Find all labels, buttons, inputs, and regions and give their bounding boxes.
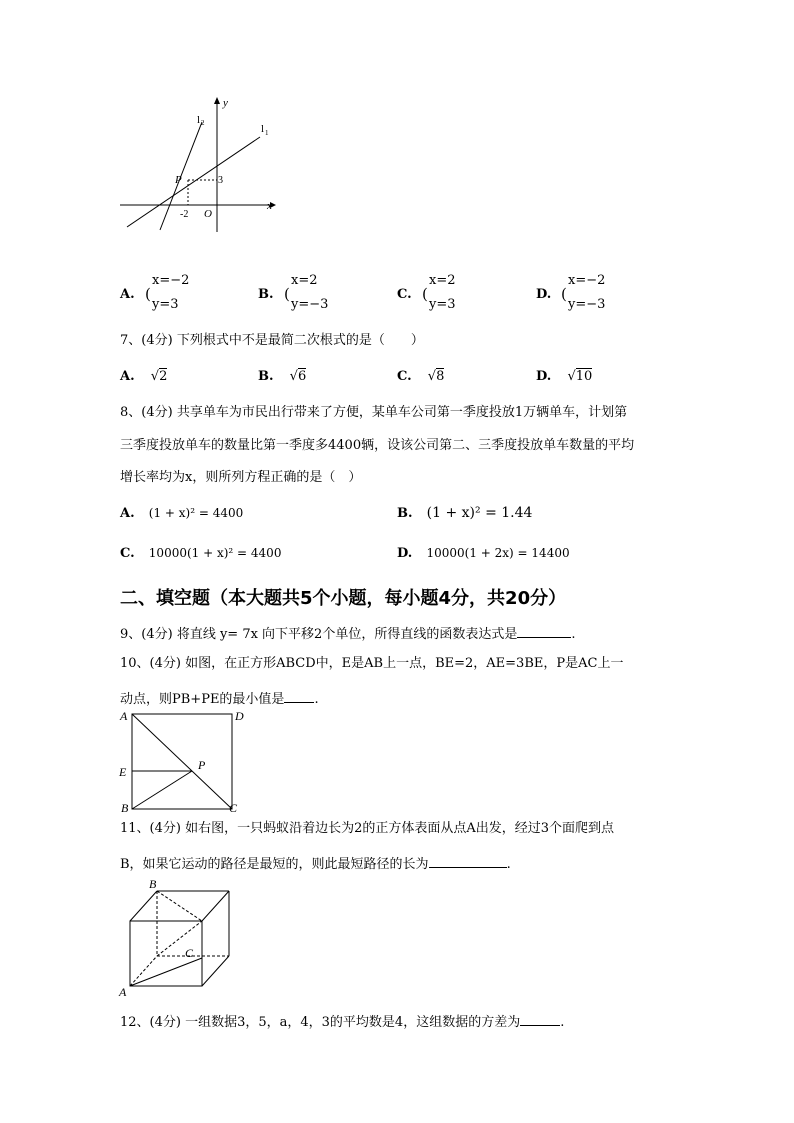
cube-edge	[202, 956, 229, 986]
cube-edge	[130, 891, 157, 921]
brace-icon: (	[284, 285, 290, 303]
brace-icon: (	[561, 285, 567, 303]
label-A: A	[119, 985, 127, 999]
answer-blank[interactable]	[520, 1012, 560, 1026]
label-l2: l	[197, 114, 201, 126]
sqrt-icon: √	[289, 369, 298, 384]
cube-hidden-edge	[130, 956, 157, 986]
system-bottom: y=3	[429, 297, 456, 312]
q8-line-2: 三季度投放单车的数量比第一季度多4400辆，设该公司第二、三季度投放单车数量的平均	[120, 438, 635, 453]
label-C: C	[229, 801, 238, 815]
radicand: 8	[436, 369, 445, 384]
q11-line-1: 11、(4分) 如右图，一只蚂蚁沿着边长为2的正方体表面从点A出发，经过3个面爬到点	[120, 821, 615, 836]
ant-path-back	[157, 921, 202, 956]
q11-stem: B，如果它运动的路径是最短的，则此最短路径的长为	[120, 857, 429, 872]
q9-text	[120, 624, 575, 643]
q8-option-c[interactable]	[120, 545, 281, 562]
q12-end: .	[560, 1015, 565, 1030]
q7-option-b[interactable]	[258, 369, 306, 385]
label-O: O	[204, 208, 212, 220]
ant-path-front	[130, 958, 202, 986]
q8-line-3: 增长率均为x，则所列方程正确的是（ ）	[120, 470, 362, 485]
line-l1	[127, 137, 260, 227]
label-l1-sub: 1	[265, 129, 269, 137]
answer-blank[interactable]	[429, 854, 507, 868]
q7-option-d[interactable]	[536, 369, 592, 385]
option-expr: (1 + x)² = 4400	[148, 506, 244, 520]
option-letter: C.	[397, 287, 412, 302]
label-A: A	[120, 709, 128, 723]
q8-option-d[interactable]	[397, 545, 570, 562]
system-top: x=2	[429, 273, 456, 288]
option-letter: C.	[120, 546, 135, 561]
q12-stem: 12、(4分) 一组数据3，5，a，4，3的平均数是4，这组数据的方差为	[120, 1015, 521, 1030]
option-letter: D.	[536, 287, 552, 302]
option-letter: B.	[258, 369, 274, 384]
q9-stem: 9、(4分) 将直线 y= 7x 向下平移2个单位，所得直线的函数表达式是	[120, 627, 518, 642]
q7-option-c[interactable]	[397, 369, 444, 385]
sqrt-icon: √	[427, 369, 437, 384]
sqrt-icon: √	[150, 369, 160, 384]
answer-blank[interactable]	[517, 624, 571, 638]
label-E: E	[119, 765, 127, 779]
label-D: D	[235, 709, 244, 723]
label-3: 3	[218, 175, 223, 186]
label-P: P	[175, 174, 182, 186]
system-top: x=2	[291, 273, 318, 288]
radicand: 6	[297, 369, 307, 384]
cube-edge	[202, 891, 229, 921]
system-bottom: y=−3	[291, 297, 329, 312]
label-x: x	[267, 200, 272, 212]
section-title: 二、填空题（本大题共5个小题，每小题4分，共20分）	[120, 588, 567, 609]
brace-icon: (	[145, 285, 151, 303]
option-expr: (1 + x)² = 1.44	[426, 505, 533, 521]
option-letter: B.	[397, 506, 413, 521]
q9-end: .	[571, 627, 576, 642]
brace-icon: (	[422, 285, 428, 303]
q11-end: .	[506, 857, 511, 872]
option-letter: A.	[120, 506, 135, 521]
q8-option-a[interactable]	[120, 505, 243, 522]
label-B: B	[121, 801, 129, 815]
label-C: C	[185, 946, 194, 960]
option-letter: D.	[397, 546, 413, 561]
q10-line-1: 10、(4分) 如图，在正方形ABCD中，E是AB上一点，BE=2，AE=3BE，P是AC上一	[120, 656, 624, 671]
option-expr: 10000(1 + x)² = 4400	[148, 546, 282, 560]
radicand: 2	[159, 369, 168, 384]
option-letter: B.	[258, 287, 274, 302]
q11-line-2	[120, 854, 511, 873]
segment-bp	[132, 771, 192, 809]
q10-end: .	[314, 692, 319, 707]
option-letter: C.	[397, 369, 412, 384]
sqrt-icon: √	[567, 369, 576, 384]
q7-stem: 7、(4分) 下列根式中不是最简二次根式的是（ ）	[120, 333, 424, 348]
system-bottom: y=3	[152, 297, 179, 312]
q8-line-1: 8、(4分) 共享单车为市民出行带来了方便，某单车公司第一季度投放1万辆单车，计划第	[120, 405, 628, 420]
q6-graph	[115, 92, 280, 237]
system-top: x=−2	[568, 273, 606, 288]
label-B: B	[149, 877, 157, 891]
q10-square-figure	[115, 708, 250, 816]
radicand: 10	[575, 369, 593, 384]
answer-blank[interactable]	[284, 689, 314, 703]
q8-option-b[interactable]	[397, 505, 532, 522]
ant-path-top	[157, 891, 202, 921]
label-neg2: -2	[180, 209, 189, 220]
option-letter: A.	[120, 369, 135, 384]
y-axis-arrow	[214, 97, 220, 104]
label-l1: l	[261, 123, 265, 135]
system-bottom: y=−3	[568, 297, 606, 312]
q7-option-a[interactable]	[120, 369, 167, 385]
q11-cube-figure	[115, 876, 240, 1000]
option-letter: D.	[536, 369, 552, 384]
q12-text	[120, 1012, 564, 1031]
option-expr: 10000(1 + 2x) = 14400	[426, 546, 570, 560]
q10-line-2	[120, 689, 319, 708]
label-y: y	[223, 97, 228, 109]
system-top: x=−2	[152, 273, 190, 288]
q10-stem: 动点，则PB+PE的最小值是	[120, 692, 285, 707]
label-P: P	[198, 758, 206, 772]
diagonal-ac	[132, 714, 232, 809]
option-letter: A.	[120, 287, 135, 302]
label-l2-sub: 2	[201, 119, 205, 127]
